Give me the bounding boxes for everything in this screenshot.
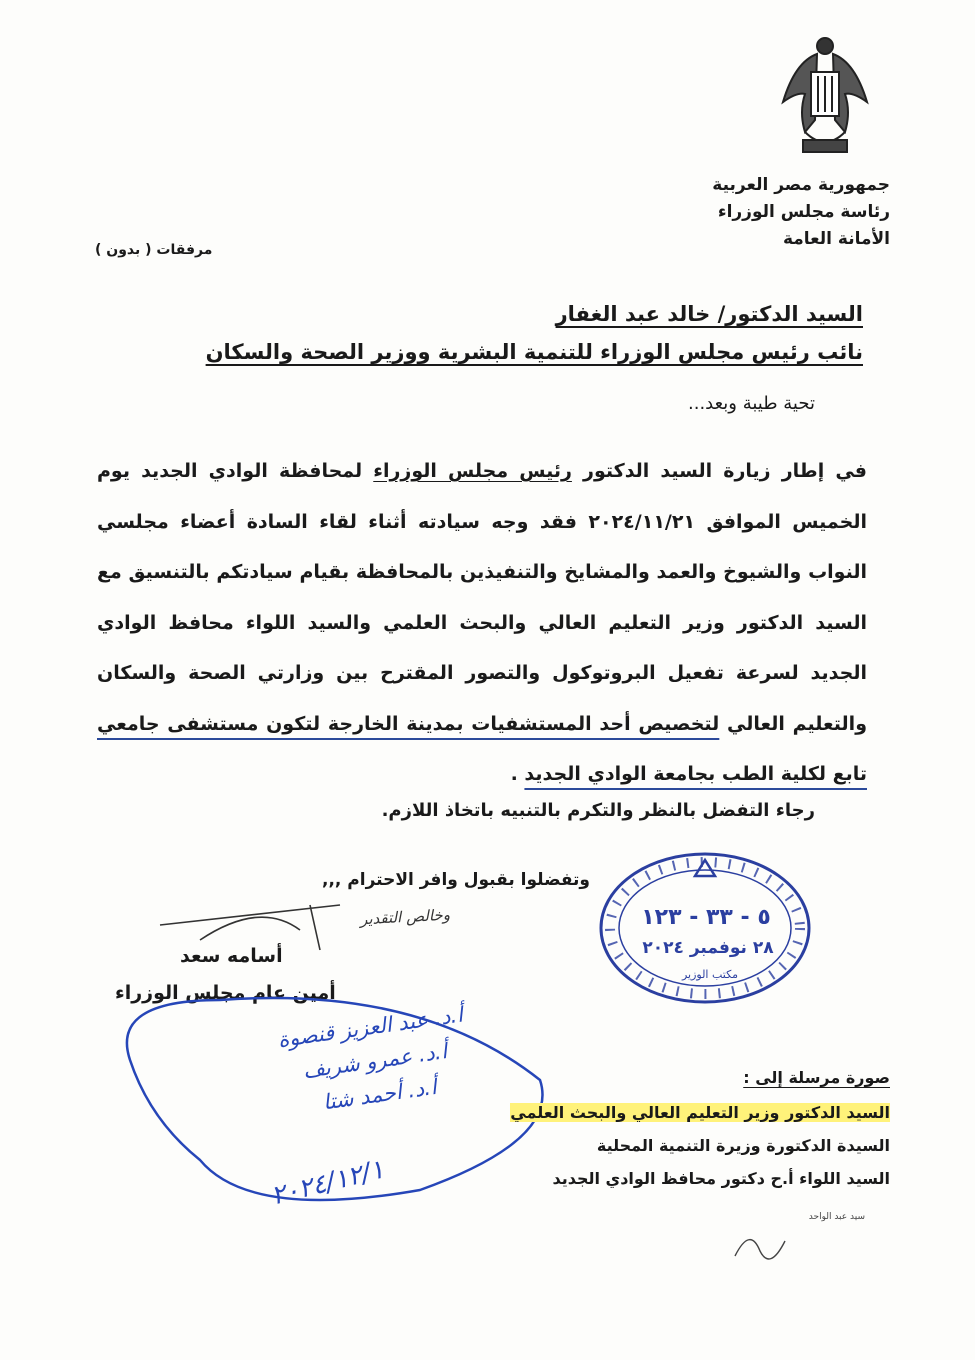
- typist-reference: سيد عبد الواحد: [808, 1212, 865, 1222]
- stamp-date: ٢٨ نوفمبر ٢٠٢٤: [642, 938, 774, 958]
- cc-recipients: [430, 1096, 890, 1195]
- handwritten-regards: وخالص التقدير: [359, 905, 451, 929]
- body-part-4: .: [510, 763, 525, 785]
- attachments-label: مرفقات ( بدون ): [95, 242, 213, 258]
- body-part-2: لمحافظة الوادي الجديد يوم الخميس الموافق ٢٠٢٤/١١/٢١ فقد وجه سيادته أثناء لقاء السادة أعضاء مجلسي النواب والشيوخ والعمد والمشايخ والتنفيذين بالمحافظة بقيام سيادتكم بالتنسيق مع السيد الدكتور وزير التعليم العالي والبحث العلمي والسيد اللواء محافظ الوادي الجديد لسرعة تفعيل البروتوكول والتصور المقترح بين وزارتي الصحة والسكان والتعليم العالي: [97, 460, 867, 735]
- issuing-authority: [630, 172, 890, 253]
- stamp-label: مكتب الوزير: [681, 968, 739, 981]
- referral-line-1: أ.د. عبد العزيز قنصوة: [276, 1002, 465, 1053]
- letter-body: [97, 446, 867, 800]
- handwritten-date: ٢٠٢٤/١٢/١: [268, 1154, 388, 1212]
- cc-recipient: السيد اللواء أ.ح دكتور محافظ الوادي الجديد: [552, 1169, 890, 1188]
- org-line-secretariat: الأمانة العامة: [782, 229, 890, 249]
- signatory-name: أسامه سعد: [180, 945, 283, 967]
- body-part-1: في إطار زيارة السيد الدكتور: [571, 460, 867, 482]
- org-line-country: جمهورية مصر العربية: [712, 175, 890, 195]
- stamp-reference-number: ٥ - ٣٣ - ١٢٣: [641, 905, 771, 930]
- closing-line: وتفضلوا بقبول وافر الاحترام ,,,: [321, 870, 590, 890]
- cc-heading: صورة مرسلة إلى :: [743, 1068, 890, 1087]
- addressee-name: السيد الدكتور/ خالد عبد الغفار: [555, 302, 863, 326]
- body-directive-highlight: لتخصيص أحد المستشفيات بمدينة الخارجة لتكون مستشفى جامعي تابع لكلية الطب بجامعة الوادي الجديد: [97, 712, 867, 785]
- referral-line-3: أ.د. أحمد شتا: [321, 1074, 438, 1115]
- referral-line-2: أ.د. عمرو شريف: [301, 1039, 449, 1083]
- cc-recipient: السيد الدكتور وزير التعليم العالي والبحث العلمي: [510, 1103, 890, 1122]
- eagle-emblem-icon: [775, 32, 875, 162]
- cc-recipient: السيدة الدكتورة وزيرة التنمية المحلية: [596, 1136, 890, 1155]
- request-line: رجاء التفضل بالنظر والتكرم بالتنبيه باتخاذ اللازم.: [381, 800, 815, 821]
- org-line-cabinet: رئاسة مجلس الوزراء: [717, 202, 890, 222]
- body-pm-title: رئيس مجلس الوزراء: [373, 460, 572, 482]
- addressee-title: نائب رئيس مجلس الوزراء للتنمية البشرية ووزير الصحة والسكان: [205, 340, 863, 364]
- greeting: تحية طيبة وبعد...: [688, 393, 815, 414]
- signatory-title: أمين عام مجلس الوزراء: [115, 982, 336, 1004]
